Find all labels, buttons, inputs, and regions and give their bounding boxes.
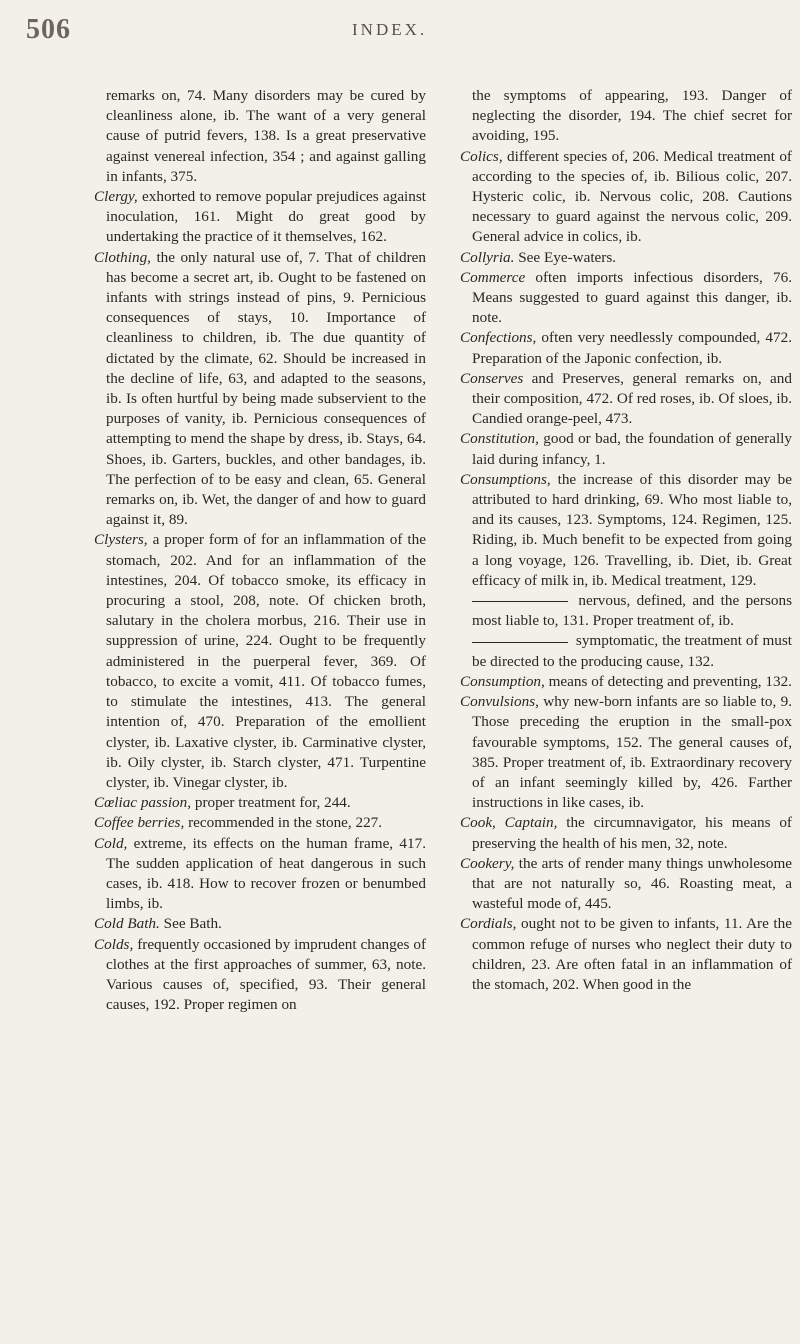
entry-text: See Bath. [159, 915, 222, 933]
index-entry [460, 470, 792, 591]
index-entry [94, 813, 426, 833]
entry-headword: Conserves [460, 369, 524, 387]
index-entry [460, 813, 792, 853]
entry-headword: Cookery, [460, 854, 515, 872]
entry-text: means of detecting and preventing, 132. [544, 672, 792, 690]
entry-text: and Preserves, general remarks on, and their composition, 472. Of red roses, ib. Of sloes, ib. Candied orange-peel, 473. [472, 369, 792, 428]
entry-text: good or bad, the foundation of generally laid during infancy, 1. [472, 430, 792, 468]
running-head: INDEX. [352, 20, 428, 39]
index-entry [460, 672, 792, 692]
entry-text: remarks on, 74. Many disorders may be cured by cleanliness alone, ib. The want of a very general cause of putrid fevers, 138. Is a great preservative against venereal infection, 354 ; and against galling in infants, 375. [106, 87, 426, 185]
entry-headword: Commerce [460, 268, 526, 286]
page-header [0, 14, 800, 54]
page-number: 506 [26, 14, 71, 45]
index-subentry [460, 631, 792, 671]
entry-text: why new-born infants are so liable to, 9. Those preceding the eruption in the small-pox favourable symptoms, 152. The general causes of, 385. Proper treatment of, ib. Extraordinary recovery of an infant seemingly killed by, 426. Farther instructions in like cases, ib. [472, 693, 792, 812]
entry-headword: Cook, Captain, [460, 814, 558, 832]
entry-headword: Cœliac passion, [94, 794, 192, 812]
entry-text: a proper form of for an inflammation of the stomach, 202. And for an inflammation of the intestines, 204. Of tobacco smoke, its efficacy in procuring a stool, 208, note. Of chicken broth, salutary in the cholera morbus, 216. Their use in suppression of urine, 224. Ought to be frequently administered in the puerperal fever, 369. Of tobacco, to excite a vomit, 411. Of tobacco fumes, to stimulate the intestines, 413. The general intention of, 470. Preparation of the emollient clyster, ib. Laxative clyster, ib. Carminative clyster, ib. Oily clyster, ib. Starch clyster, 471. Turpentine clyster, ib. Vinegar clyster, ib. [106, 531, 426, 791]
entry-text: symptomatic, the treatment of must be directed to the producing cause, 132. [472, 632, 792, 670]
entry-text: ought not to be given to infants, 11. Are the common refuge of nurses who neglect their duty to children, 23. Are often fatal in an inflammation of the stomach, 202. When good in the [472, 915, 792, 993]
index-entry [460, 147, 792, 248]
index-subentry [460, 591, 792, 631]
index-entry [94, 530, 426, 793]
entry-text: the increase of this disorder may be attributed to hard drinking, 69. Who most liable to, and its causes, 123. Symptoms, 124. Regimen, 125. Riding, ib. Much benefit to be expected from going a long voyage, 126. Travelling, ib. Diet, ib. Great efficacy of milk in, ib. Medical treatment, 129. [472, 470, 792, 589]
index-column-left [94, 86, 426, 1015]
index-entry [460, 429, 792, 469]
entry-text: nervous, defined, and the persons most liable to, 131. Proper treatment of, ib. [472, 592, 792, 630]
entry-text: the circumnavigator, his means of preserving the health of his men, 32, note. [472, 814, 792, 852]
index-entry [94, 248, 426, 531]
entry-headword: Confections, [460, 329, 537, 347]
entry-text: the only natural use of, 7. That of children has become a secret art, ib. Ought to be fastened on infants with strings instead of pins, 9. Pernicious consequences of stays, 10. Importance of cleanliness to children, ib. The due quantity of dictated by the climate, 62. Should be increased in the decline of life, 63, and adapted to the seasons, ib. Is often hurtful by being made subservient to the purposes of vanity, ib. Pernicious consequences of attempting to mend the shape by dress, ib. Stays, 64. Shoes, ib. Garters, buckles, and other bandages, ib. The perfection of to be easy and clean, 65. General remarks on, ib. Wet, the danger of and how to guard against it, 89. [106, 248, 426, 529]
index-entry [460, 328, 792, 368]
index-entry [460, 854, 792, 915]
entry-headword: Constitution, [460, 430, 539, 448]
entry-text: proper treatment for, 244. [191, 794, 351, 812]
index-entry [94, 187, 426, 248]
index-entry [94, 834, 426, 915]
entry-headword: Cold, [94, 834, 128, 852]
index-entry [94, 935, 426, 1016]
entry-headword: Cold Bath. [94, 915, 160, 933]
entry-headword: Coffee berries, [94, 814, 185, 832]
entry-text: the symptoms of appearing, 193. Danger of neglecting the disorder, 194. The chief secret for avoiding, 195. [472, 87, 792, 145]
entry-headword: Collyria. [460, 248, 515, 266]
ditto-rule [472, 642, 568, 643]
entry-text: often imports infectious disorders, 76. Means suggested to guard against this danger, ib. note. [472, 268, 792, 327]
entry-headword: Clysters, [94, 531, 148, 549]
entry-text: frequently occasioned by imprudent changes of clothes at the first approaches of summer, 63, note. Various causes of, specified, 93. Their general causes, 192. Proper regimen on [106, 935, 426, 1014]
index-entry [460, 86, 792, 147]
entry-text: recommended in the stone, 227. [184, 814, 383, 832]
entry-headword: Convulsions, [460, 693, 539, 711]
index-entry [460, 914, 792, 995]
entry-headword: Consumption, [460, 672, 545, 690]
entry-headword: Colds, [94, 935, 134, 953]
index-entry [460, 692, 792, 813]
entry-text: often very needlessly compounded, 472. Preparation of the Japonic confection, ib. [472, 329, 792, 367]
index-entry [460, 369, 792, 430]
entry-headword: Clothing, [94, 248, 151, 266]
entry-headword: Clergy, [94, 188, 138, 206]
index-entry [94, 86, 426, 187]
entry-text: exhorted to remove popular prejudices against inoculation, 161. Might do great good by undertaking the practice of it themselves, 162. [106, 188, 426, 246]
entry-headword: Colics, [460, 147, 503, 165]
index-column-right [460, 86, 792, 995]
index-entry [460, 268, 792, 329]
index-entry [460, 248, 792, 268]
entry-text: the arts of render many things unwholesome that are not naturally so, 46. Roasting meat, a wasteful mode of, 445. [472, 854, 792, 913]
entry-headword: Consumptions, [460, 470, 551, 488]
index-entry [94, 793, 426, 813]
entry-headword: Cordials, [460, 915, 517, 933]
entry-text: different species of, 206. Medical treatment of according to the species of, ib. Bilious colic, 207. Hysteric colic, ib. Nervous colic, 208. Cautions necessary to guard against the nervous colic, 209. General advice in colics, ib. [472, 147, 792, 246]
ditto-rule [472, 601, 568, 602]
entry-text: extreme, its effects on the human frame, 417. The sudden application of heat dangerous in such cases, ib. 418. How to recover frozen or benumbed limbs, ib. [106, 834, 426, 913]
index-entry [94, 914, 426, 934]
entry-text: See Eye-waters. [514, 248, 617, 266]
